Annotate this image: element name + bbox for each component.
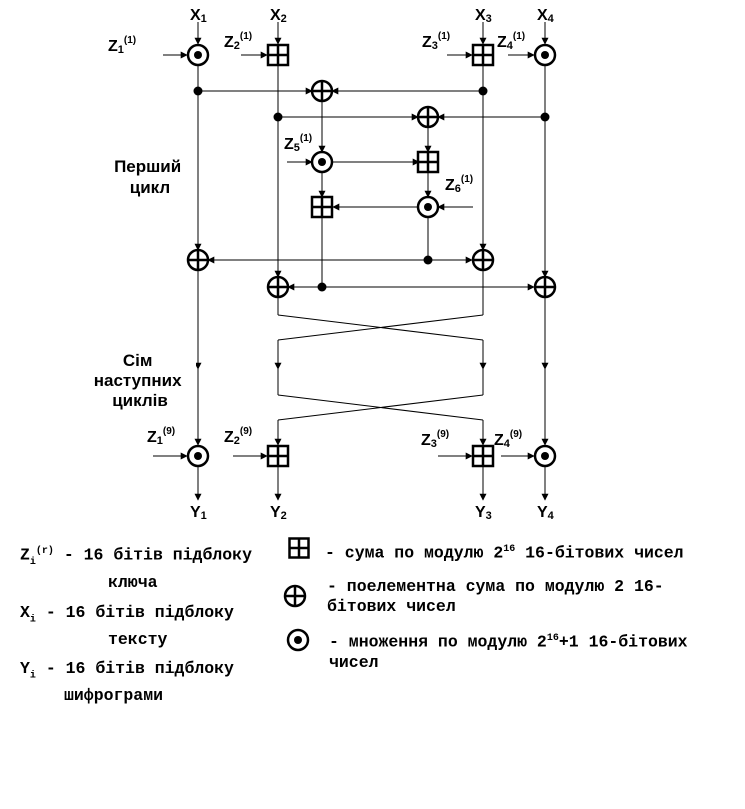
xor-node bbox=[268, 277, 288, 297]
add-mod-node bbox=[418, 152, 438, 172]
junction-dot bbox=[424, 256, 433, 265]
xor-icon bbox=[283, 584, 307, 608]
xor-node bbox=[188, 250, 208, 270]
add-mod-node bbox=[268, 446, 288, 466]
key-z2-r1-label: Z2$^{(1)}$ bbox=[224, 31, 253, 52]
input-x3-label: X3 bbox=[475, 7, 492, 25]
junction-dot bbox=[194, 87, 203, 96]
mul-mod-node bbox=[188, 446, 208, 466]
input-x1-label: X1 bbox=[190, 7, 207, 25]
add-mod-icon bbox=[288, 537, 310, 559]
input-x2-label: X2 bbox=[270, 7, 287, 25]
key-z6-r1-label: Z6$^{(1)}$ bbox=[445, 174, 474, 195]
output-y4-label: Y4 bbox=[537, 504, 554, 520]
mul-mod-node bbox=[535, 45, 555, 65]
add-mod-node bbox=[268, 45, 288, 65]
next-cycles-label: Сім наступних циклів bbox=[93, 351, 182, 410]
add-mod-node bbox=[473, 45, 493, 65]
add-mod-node bbox=[473, 446, 493, 466]
mul-mod-node bbox=[418, 197, 438, 217]
junction-dot bbox=[318, 283, 327, 292]
key-z3-r1-label: Z3$^{(1)}$ bbox=[422, 31, 451, 52]
legend-key-block: $Z_i^{(r)} - 16$ бітів підблоку ключа bbox=[20, 545, 252, 592]
legend-add-mod: - сума по модулю $2^{16}$ 16-бітових чисел bbox=[325, 543, 684, 563]
legend-xor: - поелементна сума по модулю 2 16- бітових чисел bbox=[327, 577, 664, 616]
mul-mod-icon bbox=[286, 628, 310, 652]
key-z4-r9-label: Z4$^{(9)}$ bbox=[494, 429, 523, 450]
xor-node bbox=[473, 250, 493, 270]
first-cycle-label: Перший цикл bbox=[114, 157, 182, 197]
key-z2-r9-label: Z2$^{(9)}$ bbox=[224, 426, 253, 447]
key-z1-r1-label: Z1$^{(1)}$ bbox=[108, 35, 137, 56]
xor-node bbox=[312, 81, 332, 101]
operation-nodes bbox=[188, 45, 555, 466]
xor-node bbox=[535, 277, 555, 297]
junction-dot bbox=[541, 113, 550, 122]
key-z1-r9-label: Z1$^{(9)}$ bbox=[147, 426, 176, 447]
xor-node bbox=[418, 107, 438, 127]
junction-dot bbox=[479, 87, 488, 96]
mul-mod-node bbox=[535, 446, 555, 466]
key-z5-r1-label: Z5$^{(1)}$ bbox=[284, 133, 313, 154]
legend-mul-mod: - множення по модулю $2^{16}+1$ 16-бітових чисел bbox=[329, 632, 688, 672]
output-y1-label: Y1 bbox=[190, 504, 207, 520]
key-z4-r1-label: Z4$^{(1)}$ bbox=[497, 31, 526, 52]
input-x4-label: X4 bbox=[537, 7, 554, 25]
mul-mod-node bbox=[312, 152, 332, 172]
mul-mod-node bbox=[188, 45, 208, 65]
legend-cipher-block: $Y_i - 16$ бітів підблоку шифрограми bbox=[20, 659, 234, 706]
junction-dot bbox=[274, 113, 283, 122]
key-z3-r9-label: Z3$^{(9)}$ bbox=[421, 429, 450, 450]
legend-text-block: $X_i - 16$ бітів підблоку тексту bbox=[20, 603, 234, 650]
output-y3-label: Y3 bbox=[475, 504, 492, 520]
output-y2-label: Y2 bbox=[270, 504, 287, 520]
add-mod-node bbox=[312, 197, 332, 217]
